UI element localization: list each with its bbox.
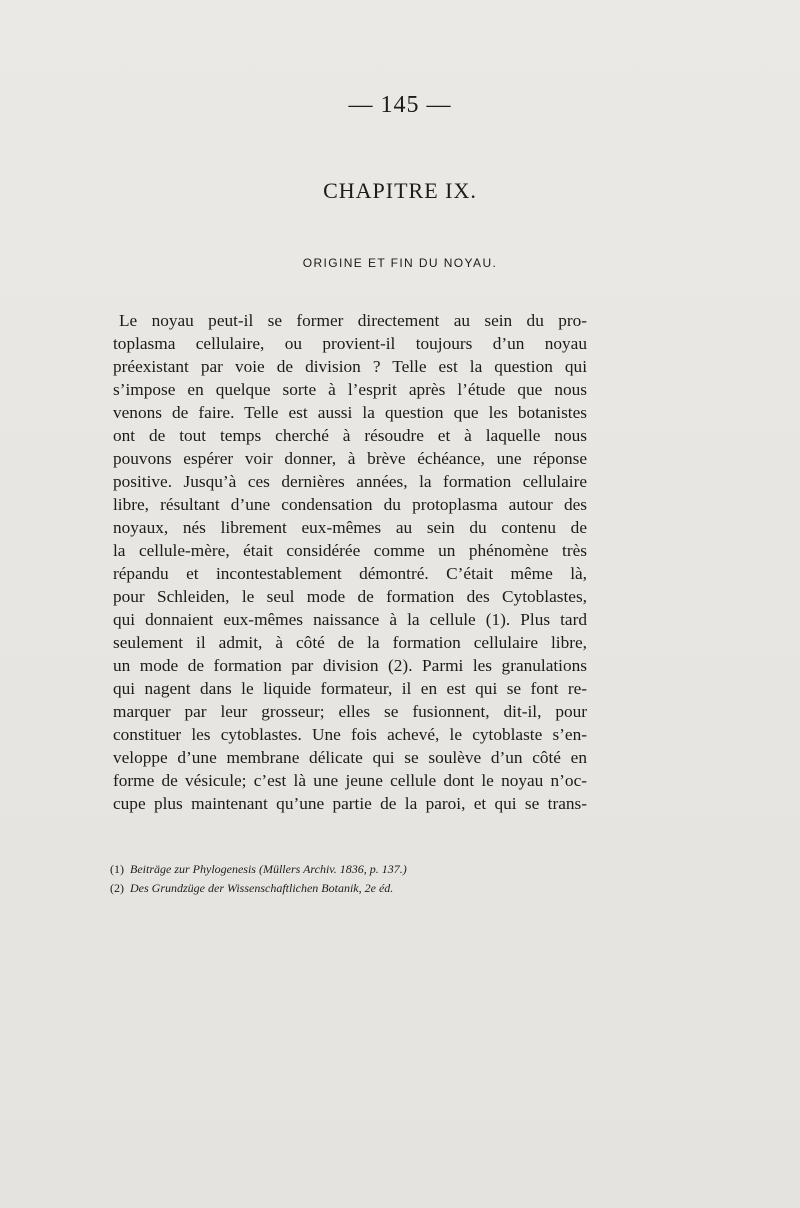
text-line: pouvons espérer voir donner, à brève échéance, une réponse: [113, 449, 587, 468]
footnote: [110, 860, 590, 879]
text-line: répandu et incontestablement démontré. C’était même là,: [113, 564, 587, 583]
section-title: ORIGINE ET FIN DU NOYAU.: [302, 256, 498, 270]
text-line: libre, résultant d’une condensation du protoplasma autour des: [113, 495, 587, 514]
text-line: la cellule-mère, était considérée comme un phénomène très: [113, 541, 587, 560]
footnote-mark: (2): [110, 881, 124, 895]
text-line: venons de faire. Telle est aussi la question que les botanistes: [113, 403, 587, 422]
page-number: — 145 —: [348, 92, 452, 118]
text-line: forme de vésicule; c’est là une jeune cellule dont le noyau n’oc-: [113, 771, 587, 790]
text-line: ont de tout temps cherché à résoudre et à laquelle nous: [113, 426, 587, 445]
text-line: positive. Jusqu’à ces dernières années, la formation cellulaire: [113, 472, 587, 491]
text-line: s’impose en quelque sorte à l’esprit après l’étude que nous: [113, 380, 587, 399]
text-line: qui donnaient eux-mêmes naissance à la cellule (1). Plus tard: [113, 610, 587, 629]
footnote-text: Beiträge zur Phylogenesis (Müllers Archiv. 1836, p. 137.): [130, 862, 407, 876]
footnote: [110, 879, 590, 898]
text-line: qui nagent dans le liquide formateur, il en est qui se font re-: [113, 679, 587, 698]
text-line: veloppe d’une membrane délicate qui se soulève d’un côté en: [113, 748, 587, 767]
text-line: noyaux, nés librement eux-mêmes au sein du contenu de: [113, 518, 587, 537]
text-line: constituer les cytoblastes. Une fois achevé, le cytoblaste s’en-: [113, 725, 587, 744]
text-line: préexistant par voie de division ? Telle est la question qui: [113, 357, 587, 376]
text-line: marquer par leur grosseur; elles se fusionnent, dit-il, pour: [113, 702, 587, 721]
text-line: pour Schleiden, le seul mode de formation des Cytoblastes,: [113, 587, 587, 606]
text-line: seulement il admit, à côté de la formation cellulaire libre,: [113, 633, 587, 652]
text-line: toplasma cellulaire, ou provient-il toujours d’un noyau: [113, 334, 587, 353]
footnote-mark: (1): [110, 862, 124, 876]
text-line: Le noyau peut-il se former directement au sein du pro-: [119, 311, 587, 330]
text-line: cupe plus maintenant qu’une partie de la paroi, et qui se trans-: [113, 794, 587, 813]
text-line: un mode de formation par division (2). Parmi les granulations: [113, 656, 587, 675]
footnote-text: Des Grundzüge der Wissenschaftlichen Botanik, 2e éd.: [130, 881, 394, 895]
body-text: [113, 309, 587, 815]
chapter-heading: CHAPITRE IX.: [323, 178, 477, 203]
footnotes: [110, 860, 590, 898]
